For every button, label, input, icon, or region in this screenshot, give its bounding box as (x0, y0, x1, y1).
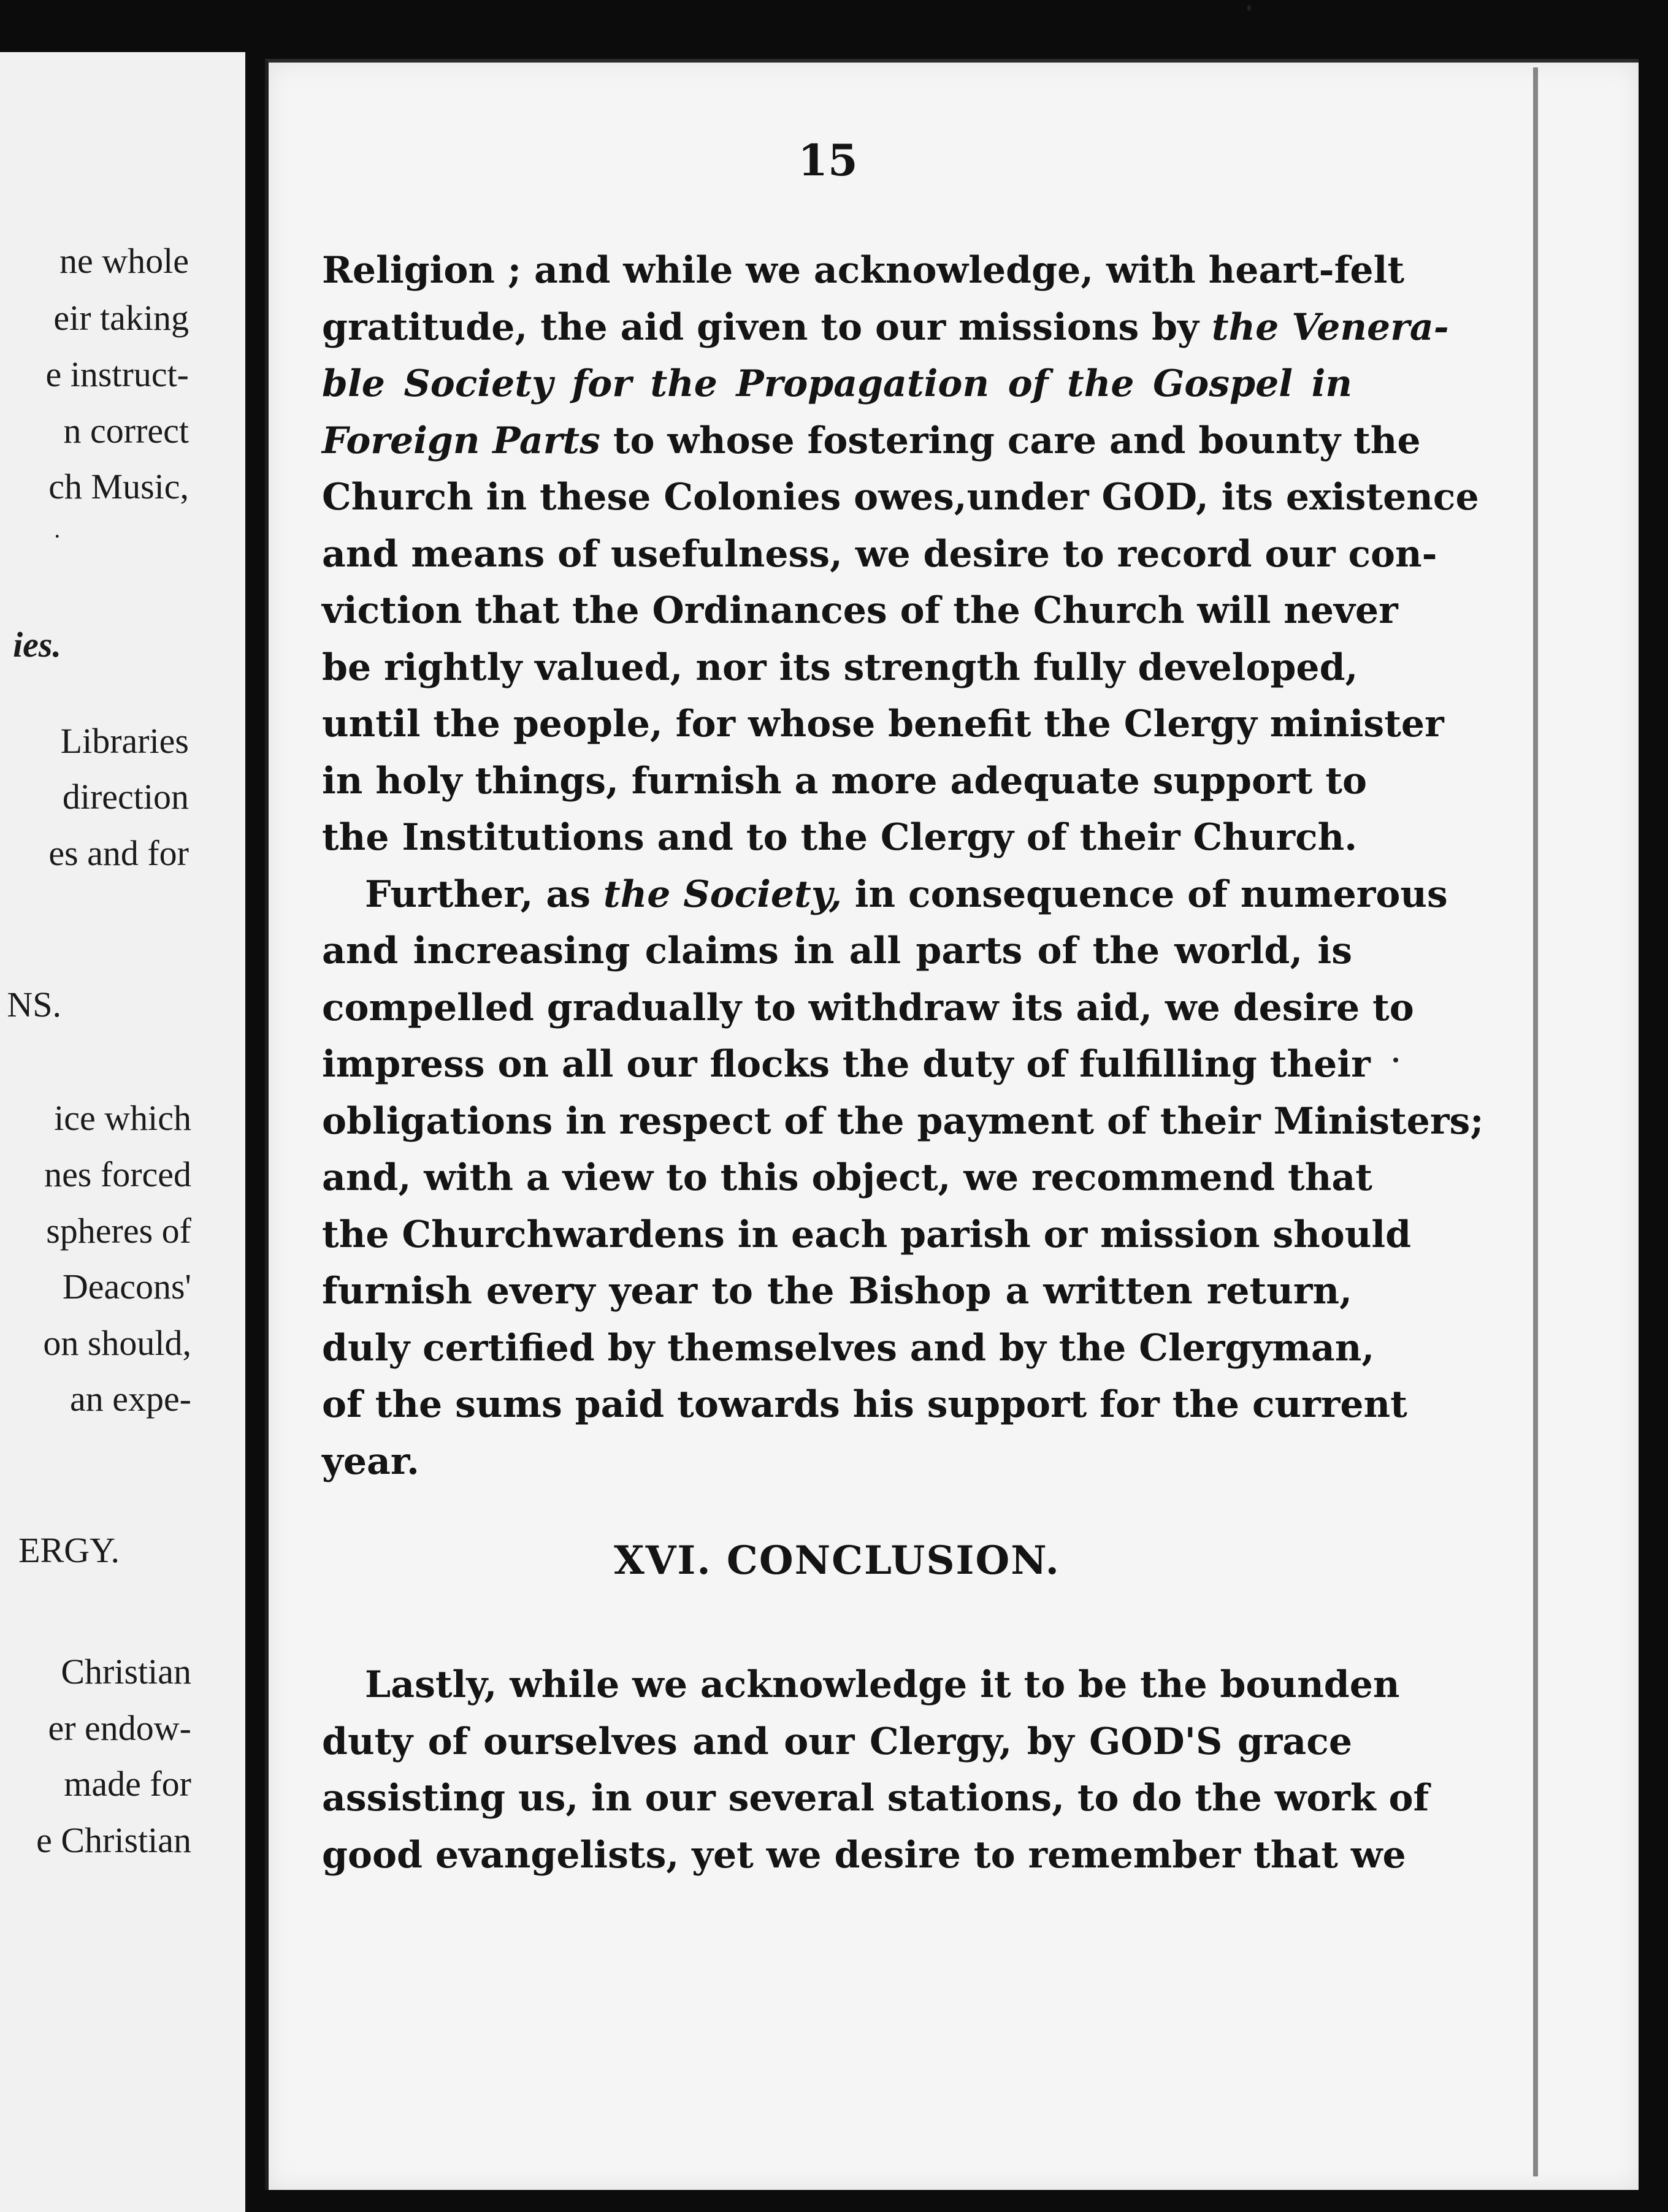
paragraph (322, 1657, 1429, 1883)
text-line (322, 299, 1449, 356)
text-line: Lastly, while we acknowledge it to be the bounden (365, 1663, 1400, 1706)
text-line: in holy things, furnish a more adequate support to (322, 759, 1367, 803)
left-fragment: es and for (48, 833, 189, 873)
paragraph (322, 242, 1479, 866)
text-line: and means of usefulness, we desire to record our con- (322, 532, 1437, 576)
left-fragment: ice which (54, 1098, 191, 1138)
text-line: impress on all our flocks the duty of fulfilling their (322, 1043, 1371, 1086)
left-fragment: ERGY. (18, 1530, 120, 1570)
text-run: Further, as (365, 872, 603, 916)
page-edge (1533, 67, 1538, 2176)
section-heading: XVI. CONCLUSION. (614, 1538, 1060, 1584)
body-text (322, 242, 1484, 1883)
left-fragment: e Christian (36, 1820, 191, 1860)
text-line (322, 356, 1352, 413)
text-line: assisting us, in our several stations, to do the work of (322, 1777, 1429, 1820)
left-fragment: an expe- (69, 1379, 191, 1419)
text-run: to whose fostering care and bounty the (600, 419, 1421, 462)
text-run: gratitude, the aid given to our missions by (322, 305, 1212, 349)
text-line: compelled gradually to withdraw its aid, we desire to (322, 986, 1414, 1029)
left-fragment: made for (64, 1764, 191, 1804)
left-fragment: Deacons' (62, 1267, 191, 1306)
text-line: the Churchwardens in each parish or mission should (322, 1213, 1412, 1256)
text-line (322, 413, 1421, 470)
text-line: good evangelists, yet we desire to remember that we (322, 1833, 1406, 1877)
text-line: viction that the Ordinances of the Church will never (322, 589, 1398, 632)
text-line: Religion ; and while we acknowledge, with heart-felt (322, 249, 1405, 292)
text-line: Church in these Colonies owes,under GOD, its existence (322, 476, 1479, 519)
text-line: and increasing claims in all parts of the world, is (322, 929, 1352, 972)
left-fragment: direction (62, 777, 189, 817)
text-line: be rightly valued, nor its strength fully developed, (322, 646, 1358, 689)
left-fragment: n correct (63, 411, 189, 451)
text-line (322, 866, 1448, 923)
ink-speck (1393, 1058, 1398, 1062)
left-fragment: NS. (7, 985, 61, 1024)
left-fragment: e instruct- (45, 354, 189, 394)
left-fragment: ies. (13, 625, 61, 665)
text-line: and, with a view to this object, we recommend that (322, 1156, 1372, 1199)
italic-run: Foreign Parts (322, 419, 600, 462)
left-fragment: · (53, 522, 61, 550)
text-run: in consequence of numerous (841, 872, 1448, 916)
left-fragment: eir taking (53, 298, 189, 338)
text-line: of the sums paid towards his support for the current (322, 1383, 1407, 1426)
text-line: until the people, for whose benefit the Clergy minister (322, 703, 1444, 746)
text-line: year. (322, 1440, 419, 1483)
left-fragment: Christian (61, 1652, 191, 1691)
paragraph (322, 866, 1484, 1490)
text-line: obligations in respect of the payment of their Ministers; (322, 1099, 1484, 1143)
page-number: 15 (798, 135, 858, 186)
italic-run: the Society, (603, 872, 842, 916)
left-fragment: spheres of (46, 1211, 191, 1251)
text-line: furnish every year to the Bishop a written return, (322, 1270, 1352, 1313)
left-fragment: ne whole (59, 241, 189, 281)
text-line: duty of ourselves and our Clergy, by GOD'S grace (322, 1720, 1352, 1763)
left-fragment: nes forced (44, 1154, 191, 1194)
left-fragment: ch Music, (48, 467, 189, 506)
left-page (0, 52, 245, 2212)
ink-speck (1247, 5, 1251, 11)
italic-run: ble Society for the Propagation of the Gospel in (322, 362, 1352, 405)
left-fragment: er endow- (48, 1708, 191, 1748)
left-fragment: on should, (43, 1323, 191, 1363)
left-fragment: Libraries (60, 721, 189, 761)
italic-run: the Venera- (1211, 305, 1449, 349)
text-line: duly certified by themselves and by the Clergyman, (322, 1326, 1375, 1370)
text-line: the Institutions and to the Clergy of their Church. (322, 816, 1358, 859)
